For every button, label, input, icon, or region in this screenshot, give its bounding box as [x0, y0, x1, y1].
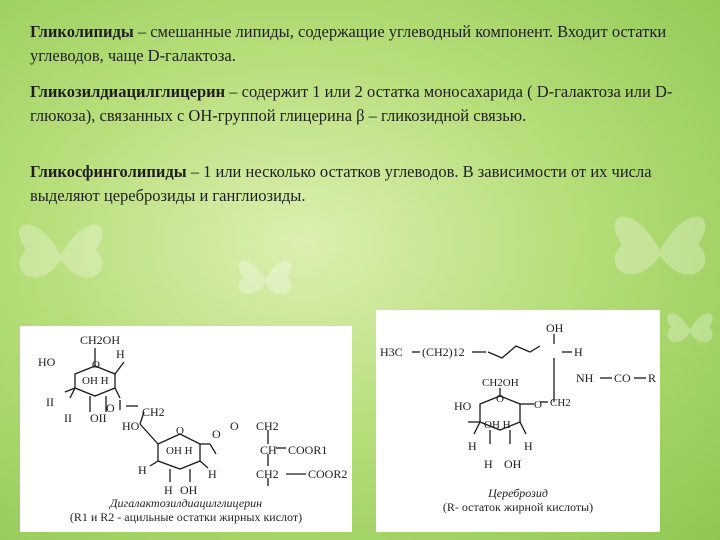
label-co: CO	[614, 371, 631, 385]
cerebroside-figure	[376, 310, 660, 532]
caption	[20, 496, 352, 524]
label-h-3: H	[164, 483, 173, 497]
caption-title: Цереброзид	[488, 486, 548, 500]
label-oh: OH	[180, 483, 198, 497]
butterfly-icon	[660, 300, 720, 360]
label-nh: NH	[576, 371, 594, 385]
caption-note: (R- остаток жирной кислоты)	[442, 500, 594, 514]
butterfly-icon	[6, 210, 116, 300]
label-oh-2: OH	[504, 457, 522, 471]
label-ch2: CH2	[550, 397, 571, 409]
definition: – 1 или несколько остатков углеводов. В зависимости от их числа выделяют цереброзиды и ганглиозиды.	[30, 162, 652, 205]
label-ho: HO	[38, 355, 56, 369]
label-ch2: CH2	[142, 405, 165, 419]
label-o-bridge: O	[106, 401, 115, 415]
label-coor2: COOR2	[308, 467, 348, 481]
butterfly-icon	[600, 200, 720, 300]
label-oh-h: OH H	[484, 419, 511, 431]
label-h-2: H	[468, 439, 477, 453]
label-oh-h-2: OH H	[166, 445, 193, 457]
label-ch2-3: CH2	[256, 467, 279, 481]
label-o-2: O	[534, 399, 542, 411]
paragraph-glycolipids	[30, 20, 700, 68]
term: Гликолипиды	[30, 22, 134, 41]
label-coor1: COOR1	[288, 443, 328, 457]
label-o-2: O	[176, 425, 184, 437]
label-h: H	[574, 345, 583, 359]
label-ii-2: II	[64, 411, 72, 425]
label-o-4: O	[230, 419, 239, 433]
definition: – содержит 1 или 2 остатка моносахарида ( D-галактоза или D-глюкоза), связанных с ОН-группой глицерина β – гликозидной связью.	[30, 82, 673, 125]
label-oh-h: OH H	[82, 375, 109, 387]
label-oii: OII	[90, 411, 107, 425]
label-ch2oh: CH2OH	[482, 377, 519, 389]
label-r: R	[648, 371, 657, 385]
label-h-2: H	[138, 463, 147, 477]
label-ch2oh: CH2OH	[80, 333, 121, 347]
caption-note: (R1 и R2 - ацильные остатки жирных кислот)	[69, 510, 303, 524]
term: Гликосфинголипиды	[30, 162, 187, 181]
label-chain: (CH2)12	[422, 345, 465, 359]
label-h3c: H3C	[380, 345, 403, 359]
digalactosyldiacylglycerol-figure	[20, 326, 352, 532]
label-ii: II	[46, 395, 54, 409]
caption	[376, 486, 660, 514]
label-o: O	[496, 393, 504, 405]
label-h-4: H	[524, 439, 533, 453]
label-ho-2: HO	[122, 419, 140, 433]
butterfly-icon	[230, 250, 300, 310]
caption-title: Дигалактозилдиацилглицерин	[109, 496, 263, 510]
label-o: O	[92, 359, 100, 371]
label-h: H	[116, 347, 125, 361]
label-oh: OH	[546, 321, 564, 335]
paragraph-glycosyldiacylglycerol	[30, 80, 700, 128]
label-ho: HO	[454, 399, 472, 413]
label-o-3: O	[212, 427, 221, 441]
label-h-3: H	[484, 457, 493, 471]
label-ch2-2: CH2	[256, 419, 279, 433]
label-ch: CH	[260, 443, 277, 457]
term: Гликозилдиацилглицерин	[30, 82, 226, 101]
paragraph-glycosphingolipids	[30, 160, 700, 208]
label-h-4: H	[208, 467, 217, 481]
definition: – смешанные липиды, содержащие углеводный компонент. Входит остатки углеводов, чаще D-галактоза.	[30, 22, 667, 65]
